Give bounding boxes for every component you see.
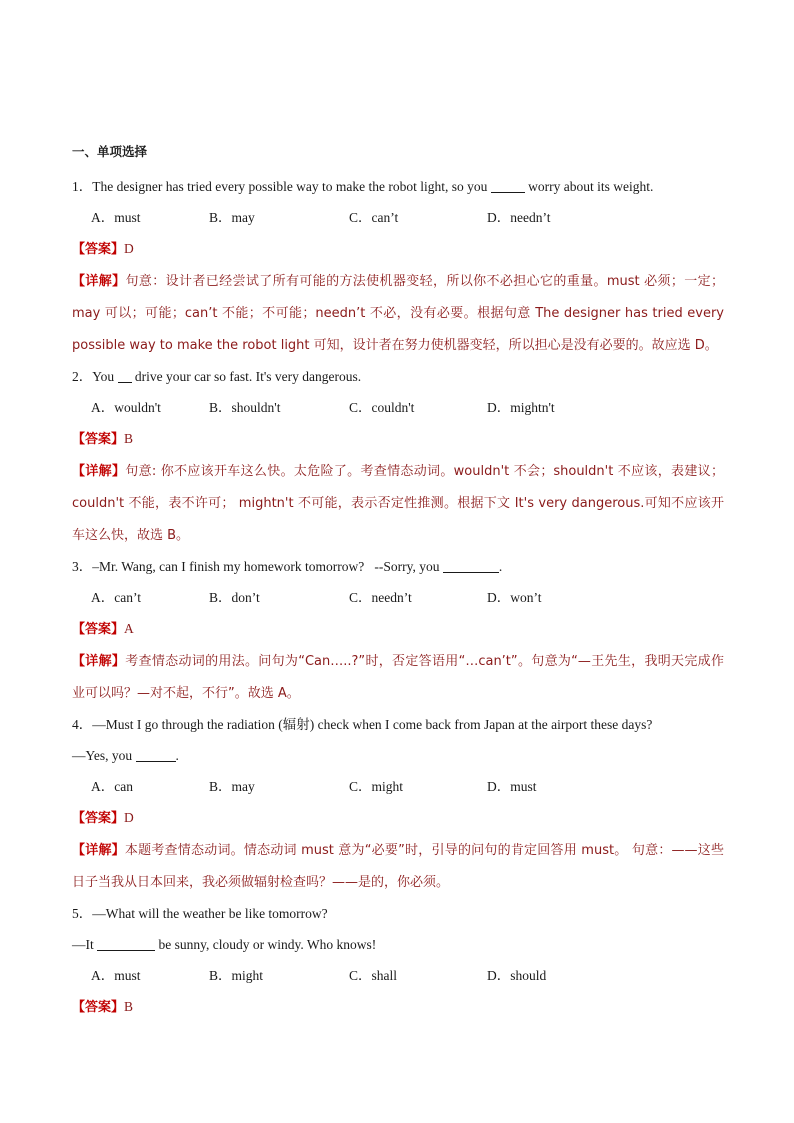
- answer-tag: 【答案】: [72, 811, 125, 826]
- option-c: C．shall: [349, 968, 398, 983]
- question-stem: You: [92, 369, 115, 384]
- detail-text: 句意: 你不应该开车这么快。太危险了。考查情态动词。wouldn't 不会；shouldn't 不应该，表建议；couldn't 不能，表不许可； mightn't 不可能，表示否定性推测。根据下文 It's very dangerous.可知不应该开车这么快，故选 B。: [72, 464, 724, 543]
- question-number: 3．: [72, 559, 93, 574]
- answer-value: A: [124, 621, 134, 636]
- answer-5: [72, 991, 724, 1023]
- document-page: [72, 140, 724, 1023]
- option-b: B．might: [209, 968, 264, 983]
- answer-tag: 【答案】: [72, 1000, 125, 1015]
- option-a: A．can: [91, 779, 133, 794]
- option-a: A．must: [91, 968, 141, 983]
- detail-2: [72, 455, 724, 551]
- option-b: B．may: [209, 779, 255, 794]
- question-stem: —Must I go through the radiation (辐射) check when I come back from Japan at the airport these days?: [92, 717, 653, 732]
- options-3: [72, 582, 724, 613]
- answer-tag: 【答案】: [72, 622, 125, 637]
- detail-tag: 【详解】: [72, 274, 126, 289]
- question-stem-line2: —It: [72, 937, 94, 952]
- options-1: [72, 202, 724, 233]
- answer-blank: [97, 937, 155, 951]
- question-4-line-2: [72, 740, 724, 771]
- question-stem-end: be sunny, cloudy or windy. Who knows!: [158, 937, 377, 952]
- answer-blank: [136, 748, 176, 762]
- option-b: B．shouldn't: [209, 400, 281, 415]
- question-number: 1．: [72, 179, 93, 194]
- option-c: C．can’t: [349, 210, 399, 225]
- answer-blank: [491, 179, 525, 193]
- option-c: C．needn’t: [349, 590, 412, 605]
- question-2: [72, 361, 724, 392]
- answer-tag: 【答案】: [72, 242, 125, 257]
- answer-4: [72, 802, 724, 834]
- answer-blank: [118, 369, 132, 383]
- question-stem-end: worry about its weight.: [528, 179, 654, 194]
- answer-value: D: [124, 241, 134, 256]
- options-5: [72, 960, 724, 991]
- question-stem-line2: —Yes, you: [72, 748, 133, 763]
- detail-tag: 【详解】: [72, 654, 126, 669]
- question-5: [72, 898, 724, 929]
- detail-tag: 【详解】: [72, 843, 125, 858]
- option-d: D．should: [487, 968, 547, 983]
- detail-text: 句意：设计者已经尝试了所有可能的方法使机器变轻，所以你不必担心它的重量。must 必须；一定；may 可以；可能；can’t 不能；不可能；needn’t 不必，没有必要。根据句意 The designer has tried every possible way to make the robot light 可知，设计者在努力使机器变轻，所以担心是没有必要的。故应选 D。: [72, 274, 724, 353]
- question-stem-end: .: [175, 748, 179, 763]
- question-stem-end: drive your car so fast. It's very dangerous.: [134, 369, 362, 384]
- detail-1: [72, 265, 724, 361]
- detail-4: [72, 834, 724, 898]
- option-c: C．might: [349, 779, 404, 794]
- option-a: A．wouldn't: [91, 400, 161, 415]
- option-a: A．can’t: [91, 590, 141, 605]
- section-title: 一、单项选择: [72, 144, 148, 159]
- question-stem: —What will the weather be like tomorrow?: [92, 906, 328, 921]
- answer-2: [72, 423, 724, 455]
- options-4: [72, 771, 724, 802]
- answer-value: D: [124, 810, 134, 825]
- option-d: D．needn’t: [487, 210, 551, 225]
- answer-1: [72, 233, 724, 265]
- option-a: A．must: [91, 210, 141, 225]
- answer-blank: [443, 559, 499, 573]
- option-b: B．may: [209, 210, 255, 225]
- question-1: [72, 171, 724, 202]
- answer-value: B: [124, 999, 134, 1014]
- question-5-line-2: [72, 929, 724, 960]
- options-2: [72, 392, 724, 423]
- option-c: C．couldn't: [349, 400, 415, 415]
- option-d: D．must: [487, 779, 537, 794]
- detail-text: 本题考查情态动词。情态动词 must 意为“必要”时，引导的问句的肯定回答用 must。 句意：——这些日子当我从日本回来，我必须做辐射检查吗？——是的，你必须。: [72, 843, 724, 890]
- option-b: B．don’t: [209, 590, 260, 605]
- question-stem-end: .: [498, 559, 503, 574]
- question-4: [72, 709, 724, 740]
- option-d: D．mightn't: [487, 400, 555, 415]
- detail-text: 考查情态动词的用法。问句为“Can…..?”时，否定答语用“…can’t”。句意为“—王先生，我明天完成作业可以吗？—对不起，不行”。故选 A。: [72, 654, 724, 701]
- question-number: 5．: [72, 906, 93, 921]
- option-d: D．won’t: [487, 590, 542, 605]
- question-stem: –Mr. Wang, can I finish my homework tomorrow? --Sorry, you: [92, 559, 440, 574]
- answer-tag: 【答案】: [72, 432, 125, 447]
- question-number: 4．: [72, 717, 93, 732]
- answer-value: B: [124, 431, 134, 446]
- question-number: 2．: [72, 369, 93, 384]
- detail-3: [72, 645, 724, 709]
- detail-tag: 【详解】: [72, 464, 126, 479]
- question-3: [72, 551, 724, 582]
- question-stem: The designer has tried every possible way to make the robot light, so you: [92, 179, 488, 194]
- answer-3: [72, 613, 724, 645]
